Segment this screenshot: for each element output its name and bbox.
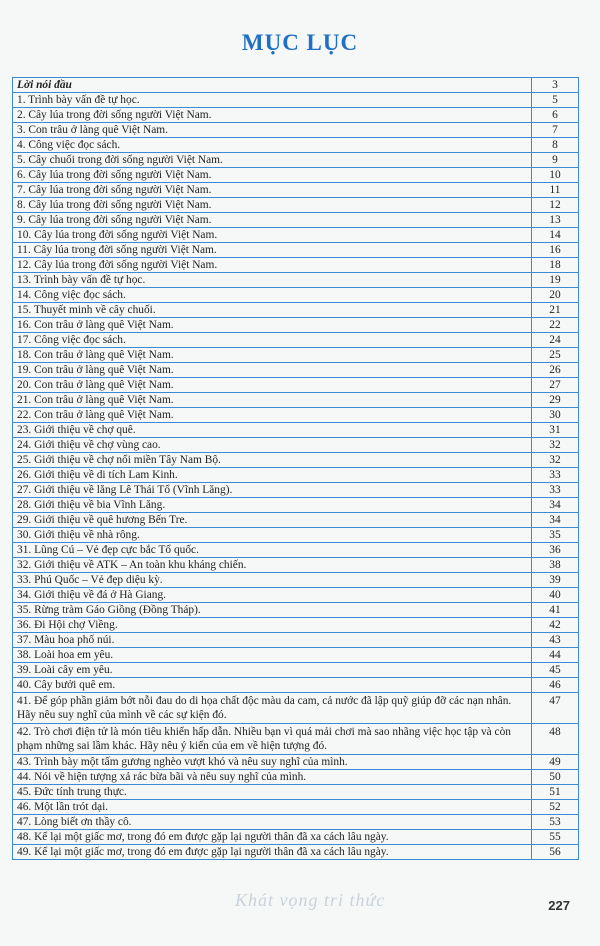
toc-entry-title: 22. Con trâu ở làng quê Việt Nam.	[13, 408, 532, 423]
toc-entry-title: 4. Công việc đọc sách.	[13, 138, 532, 153]
toc-row	[13, 438, 579, 453]
toc-row	[13, 755, 579, 770]
toc-entry-page: 21	[532, 303, 579, 318]
toc-entry-title: 8. Cây lúa trong đời sống người Việt Nam.	[13, 198, 532, 213]
toc-row	[13, 543, 579, 558]
toc-row	[13, 363, 579, 378]
toc-entry-title: 7. Cây lúa trong đời sống người Việt Nam.	[13, 183, 532, 198]
toc-entry-title: 24. Giới thiệu về chợ vùng cao.	[13, 438, 532, 453]
toc-entry-title: 32. Giới thiệu về ATK – An toàn khu kháng chiến.	[13, 558, 532, 573]
toc-row	[13, 663, 579, 678]
toc-entry-page: 7	[532, 123, 579, 138]
toc-entry-page: 10	[532, 168, 579, 183]
toc-entry-title: 12. Cây lúa trong đời sống người Việt Nam.	[13, 258, 532, 273]
toc-row	[13, 588, 579, 603]
toc-row	[13, 258, 579, 273]
toc-entry-title: 47. Lòng biết ơn thầy cô.	[13, 815, 532, 830]
toc-entry-title: 17. Công việc đọc sách.	[13, 333, 532, 348]
toc-entry-page: 41	[532, 603, 579, 618]
toc-entry-page: 24	[532, 333, 579, 348]
toc-entry-page: 40	[532, 588, 579, 603]
toc-row	[13, 724, 579, 755]
toc-entry-title: 19. Con trâu ở làng quê Việt Nam.	[13, 363, 532, 378]
toc-row	[13, 648, 579, 663]
toc-row	[13, 333, 579, 348]
toc-row	[13, 453, 579, 468]
toc-entry-title: 16. Con trâu ở làng quê Việt Nam.	[13, 318, 532, 333]
toc-entry-page: 33	[532, 483, 579, 498]
toc-entry-title: 34. Giới thiệu về đá ở Hà Giang.	[13, 588, 532, 603]
toc-row	[13, 603, 579, 618]
toc-entry-page: 31	[532, 423, 579, 438]
toc-entry-page: 19	[532, 273, 579, 288]
toc-entry-title: 38. Loài hoa em yêu.	[13, 648, 532, 663]
toc-entry-page: 3	[532, 78, 579, 93]
toc-entry-title: 10. Cây lúa trong đời sống người Việt Nam.	[13, 228, 532, 243]
toc-row	[13, 183, 579, 198]
toc-entry-title: 18. Con trâu ở làng quê Việt Nam.	[13, 348, 532, 363]
toc-entry-title: 37. Màu hoa phố núi.	[13, 633, 532, 648]
toc-row	[13, 243, 579, 258]
toc-entry-page: 36	[532, 543, 579, 558]
toc-entry-title: 43. Trình bày một tấm gương nghèo vượt khó và nêu suy nghĩ của mình.	[13, 755, 532, 770]
toc-entry-page: 20	[532, 288, 579, 303]
toc-body	[13, 78, 579, 860]
toc-entry-title: 26. Giới thiệu về di tích Lam Kinh.	[13, 468, 532, 483]
toc-entry-title: 36. Đi Hội chợ Viềng.	[13, 618, 532, 633]
toc-entry-title: 30. Giới thiệu về nhà rông.	[13, 528, 532, 543]
toc-row	[13, 93, 579, 108]
toc-row	[13, 693, 579, 724]
toc-entry-page: 18	[532, 258, 579, 273]
toc-entry-title: 13. Trình bày vấn đề tự học.	[13, 273, 532, 288]
toc-entry-page: 47	[532, 693, 579, 724]
toc-row	[13, 318, 579, 333]
toc-row	[13, 770, 579, 785]
toc-entry-title: 39. Loài cây em yêu.	[13, 663, 532, 678]
toc-row	[13, 815, 579, 830]
toc-entry-title: 44. Nói về hiện tượng xả rác bừa bãi và nêu suy nghĩ của mình.	[13, 770, 532, 785]
toc-row	[13, 513, 579, 528]
toc-entry-title: Lời nói đầu	[13, 78, 532, 93]
toc-entry-title: 15. Thuyết minh về cây chuối.	[13, 303, 532, 318]
toc-entry-page: 26	[532, 363, 579, 378]
toc-row	[13, 483, 579, 498]
toc-entry-title: 42. Trò chơi điện tử là món tiêu khiển hấp dẫn. Nhiều bạn vì quá mải chơi mà sao nhãng việc học tập và còn phạm những sai lầm khác. Hãy nêu ý kiến của em về hiện tượng đó.	[13, 724, 532, 755]
toc-row	[13, 378, 579, 393]
toc-entry-page: 16	[532, 243, 579, 258]
page-number: 227	[548, 898, 570, 913]
toc-row	[13, 78, 579, 93]
toc-entry-page: 22	[532, 318, 579, 333]
toc-entry-title: 48. Kể lại một giấc mơ, trong đó em được gặp lại người thân đã xa cách lâu ngày.	[13, 830, 532, 845]
toc-entry-page: 8	[532, 138, 579, 153]
toc-entry-page: 48	[532, 724, 579, 755]
toc-entry-title: 29. Giới thiệu về quê hương Bến Tre.	[13, 513, 532, 528]
toc-row	[13, 785, 579, 800]
toc-entry-page: 38	[532, 558, 579, 573]
toc-entry-page: 30	[532, 408, 579, 423]
toc-entry-title: 6. Cây lúa trong đời sống người Việt Nam.	[13, 168, 532, 183]
toc-entry-title: 31. Lũng Cú – Vẻ đẹp cực bắc Tổ quốc.	[13, 543, 532, 558]
toc-entry-title: 35. Rừng tràm Gáo Giồng (Đồng Tháp).	[13, 603, 532, 618]
toc-entry-page: 29	[532, 393, 579, 408]
toc-entry-title: 27. Giới thiệu về lăng Lê Thái Tổ (Vĩnh Lăng).	[13, 483, 532, 498]
toc-row	[13, 408, 579, 423]
toc-row	[13, 845, 579, 860]
toc-entry-title: 1. Trình bày vấn đề tự học.	[13, 93, 532, 108]
toc-row	[13, 228, 579, 243]
toc-entry-title: 46. Một lần trót dại.	[13, 800, 532, 815]
toc-row	[13, 108, 579, 123]
toc-entry-title: 45. Đức tính trung thực.	[13, 785, 532, 800]
toc-entry-title: 33. Phú Quốc – Vẻ đẹp diệu kỳ.	[13, 573, 532, 588]
toc-entry-title: 23. Giới thiệu về chợ quê.	[13, 423, 532, 438]
toc-entry-title: 49. Kể lại một giấc mơ, trong đó em được gặp lại người thân đã xa cách lâu ngày.	[13, 845, 532, 860]
toc-entry-title: 14. Công việc đọc sách.	[13, 288, 532, 303]
toc-row	[13, 123, 579, 138]
toc-table	[12, 77, 579, 860]
toc-entry-page: 33	[532, 468, 579, 483]
toc-entry-title: 3. Con trâu ở làng quê Việt Nam.	[13, 123, 532, 138]
toc-entry-page: 51	[532, 785, 579, 800]
toc-entry-page: 52	[532, 800, 579, 815]
toc-row	[13, 348, 579, 363]
toc-row	[13, 633, 579, 648]
toc-entry-page: 50	[532, 770, 579, 785]
toc-row	[13, 558, 579, 573]
toc-entry-page: 43	[532, 633, 579, 648]
toc-entry-page: 12	[532, 198, 579, 213]
toc-row	[13, 498, 579, 513]
toc-entry-title: 20. Con trâu ở làng quê Việt Nam.	[13, 378, 532, 393]
toc-entry-page: 11	[532, 183, 579, 198]
toc-entry-page: 56	[532, 845, 579, 860]
toc-row	[13, 153, 579, 168]
toc-entry-page: 9	[532, 153, 579, 168]
toc-entry-title: 41. Để góp phần giảm bớt nỗi đau do di họa chất độc màu da cam, cả nước đã lập quỹ giúp đỡ các nạn nhân. Hãy nêu suy nghĩ của mình về các sự kiện đó.	[13, 693, 532, 724]
toc-entry-page: 53	[532, 815, 579, 830]
toc-entry-page: 55	[532, 830, 579, 845]
toc-entry-page: 46	[532, 678, 579, 693]
toc-row	[13, 273, 579, 288]
toc-entry-page: 32	[532, 453, 579, 468]
toc-row	[13, 800, 579, 815]
toc-entry-title: 5. Cây chuối trong đời sống người Việt Nam.	[13, 153, 532, 168]
toc-entry-page: 34	[532, 498, 579, 513]
toc-entry-title: 21. Con trâu ở làng quê Việt Nam.	[13, 393, 532, 408]
toc-entry-page: 14	[532, 228, 579, 243]
toc-entry-page: 34	[532, 513, 579, 528]
toc-row	[13, 288, 579, 303]
toc-entry-page: 27	[532, 378, 579, 393]
toc-entry-title: 11. Cây lúa trong đời sống người Việt Nam.	[13, 243, 532, 258]
toc-row	[13, 168, 579, 183]
toc-row	[13, 573, 579, 588]
toc-entry-title: 9. Cây lúa trong đời sống người Việt Nam.	[13, 213, 532, 228]
toc-row	[13, 303, 579, 318]
page-title: MỤC LỤC	[241, 30, 359, 55]
toc-row	[13, 678, 579, 693]
toc-entry-page: 5	[532, 93, 579, 108]
toc-entry-title: 40. Cây bưởi quê em.	[13, 678, 532, 693]
toc-row	[13, 213, 579, 228]
toc-row	[13, 198, 579, 213]
toc-entry-page: 45	[532, 663, 579, 678]
toc-row	[13, 830, 579, 845]
toc-entry-title: 25. Giới thiệu về chợ nổi miền Tây Nam Bộ.	[13, 453, 532, 468]
toc-row	[13, 138, 579, 153]
toc-row	[13, 393, 579, 408]
toc-entry-page: 39	[532, 573, 579, 588]
toc-entry-page: 6	[532, 108, 579, 123]
toc-entry-title: 28. Giới thiệu về bia Vĩnh Lăng.	[13, 498, 532, 513]
toc-entry-page: 42	[532, 618, 579, 633]
toc-entry-page: 44	[532, 648, 579, 663]
toc-row	[13, 423, 579, 438]
toc-row	[13, 468, 579, 483]
toc-row	[13, 528, 579, 543]
toc-entry-page: 32	[532, 438, 579, 453]
toc-row	[13, 618, 579, 633]
toc-entry-title: 2. Cây lúa trong đời sống người Việt Nam.	[13, 108, 532, 123]
toc-entry-page: 13	[532, 213, 579, 228]
toc-entry-page: 25	[532, 348, 579, 363]
toc-entry-page: 49	[532, 755, 579, 770]
watermark-text: Khát vọng tri thức	[235, 890, 386, 910]
toc-entry-page: 35	[532, 528, 579, 543]
